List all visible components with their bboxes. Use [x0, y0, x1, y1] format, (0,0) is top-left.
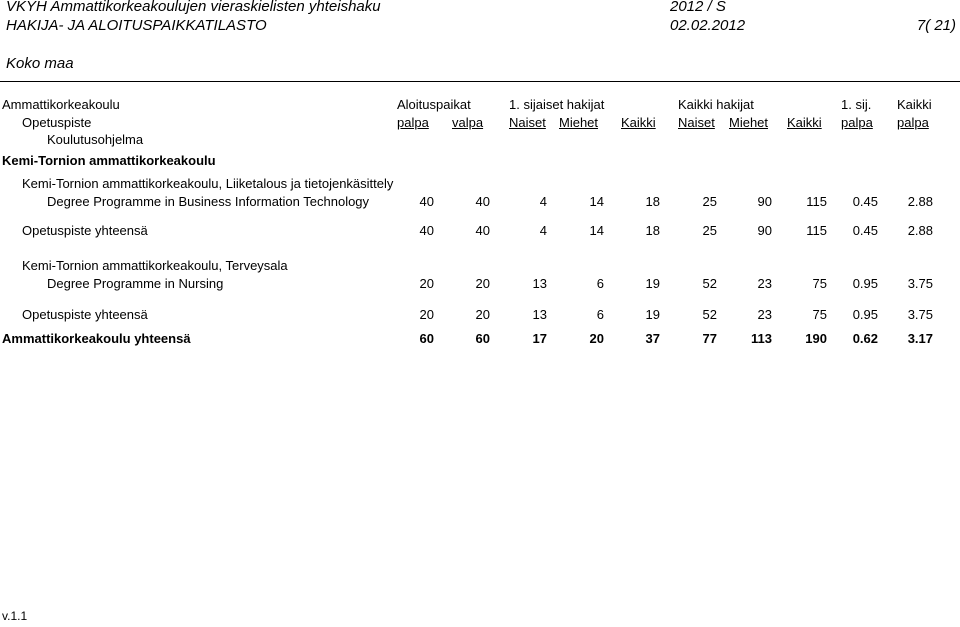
cell-aloitus-valpa: 40 — [475, 194, 490, 209]
cell-sij-kaikki: 18 — [645, 223, 660, 238]
col-palpa-2: palpa — [841, 115, 873, 130]
cell-aloitus-valpa: 20 — [475, 276, 490, 291]
col-miehet-2: Miehet — [729, 115, 769, 130]
col-kaikki-1: Kaikki — [621, 115, 656, 130]
cell-sij-miehet: 6 — [596, 276, 604, 291]
cell-sij-naiset: 13 — [532, 307, 547, 322]
col-naiset-2: Naiset — [678, 115, 715, 130]
col-miehet-1: Miehet — [559, 115, 599, 130]
region-label: Koko maa — [6, 55, 74, 72]
cell-kaikki-kaikki: 115 — [806, 223, 827, 238]
programme-name: Degree Programme in Nursing — [47, 276, 224, 291]
cell-sij-kaikki: 18 — [645, 194, 660, 209]
cell-sij-miehet: 14 — [589, 194, 604, 209]
cell-sij-palpa: 0.45 — [852, 223, 878, 238]
col-kaikki-hakijat: Kaikki hakijat — [678, 97, 754, 112]
cell-aloitus-palpa: 40 — [419, 223, 434, 238]
cell-kaikki-miehet: 23 — [757, 307, 772, 322]
cell-sij-kaikki: 37 — [645, 331, 660, 346]
cell-sij-naiset: 4 — [539, 194, 547, 209]
cell-kaikki-kaikki: 190 — [805, 331, 827, 346]
col-sij: 1. sij. — [841, 97, 872, 112]
cell-sij-miehet: 20 — [589, 331, 604, 346]
cell-kaikki-kaikki: 115 — [806, 194, 827, 209]
cell-aloitus-palpa: 20 — [419, 276, 434, 291]
cell-kaikki-kaikki: 75 — [812, 276, 827, 291]
cell-kaikki-palpa: 3.17 — [907, 331, 933, 346]
cell-aloitus-palpa: 20 — [419, 307, 434, 322]
cell-kaikki-miehet: 90 — [757, 194, 772, 209]
programme-name: Degree Programme in Business Information Technology — [47, 194, 370, 209]
report-term: 2012 / S — [670, 0, 726, 15]
cell-aloitus-palpa: 40 — [419, 194, 434, 209]
cell-kaikki-palpa: 3.75 — [907, 276, 933, 291]
cell-kaikki-naiset: 77 — [702, 331, 717, 346]
cell-sij-palpa: 0.45 — [852, 194, 878, 209]
col-palpa-3: palpa — [897, 115, 929, 130]
cell-kaikki-naiset: 25 — [702, 194, 717, 209]
unit-total-label: Opetuspiste yhteensä — [22, 307, 148, 322]
cell-kaikki-palpa: 3.75 — [907, 307, 933, 322]
col-ammattikorkeakoulu: Ammattikorkeakoulu — [2, 97, 120, 112]
unit-name: Kemi-Tornion ammattikorkeakoulu, Terveysala — [22, 258, 288, 273]
unit-total-label: Opetuspiste yhteensä — [22, 223, 148, 238]
col-koulutusohjelma: Koulutusohjelma — [47, 132, 144, 147]
school-name: Kemi-Tornion ammattikorkeakoulu — [2, 153, 216, 168]
cell-kaikki-miehet: 90 — [757, 223, 772, 238]
col-aloituspaikat: Aloituspaikat — [397, 97, 471, 112]
version-label: v.1.1 — [2, 609, 28, 623]
cell-sij-naiset: 17 — [532, 331, 547, 346]
cell-kaikki-kaikki: 75 — [812, 307, 827, 322]
page-number: 7( 21) — [916, 17, 956, 34]
cell-sij-naiset: 13 — [532, 276, 547, 291]
cell-sij-naiset: 4 — [539, 223, 547, 238]
col-kaikki: Kaikki — [897, 97, 932, 112]
report-date: 02.02.2012 — [670, 17, 746, 34]
cell-kaikki-miehet: 23 — [757, 276, 772, 291]
col-sijaiset-hakijat: 1. sijaiset hakijat — [509, 97, 605, 112]
cell-aloitus-palpa: 60 — [419, 331, 434, 346]
cell-kaikki-miehet: 113 — [751, 331, 772, 346]
unit-name: Kemi-Tornion ammattikorkeakoulu, Liiketalous ja tietojenkäsittely — [22, 176, 394, 191]
col-valpa: valpa — [452, 115, 484, 130]
cell-sij-miehet: 6 — [596, 307, 604, 322]
cell-kaikki-naiset: 52 — [702, 276, 717, 291]
cell-sij-miehet: 14 — [589, 223, 604, 238]
header-divider — [0, 81, 960, 82]
cell-sij-palpa: 0.62 — [852, 331, 878, 346]
cell-sij-kaikki: 19 — [645, 307, 660, 322]
cell-aloitus-valpa: 20 — [475, 307, 490, 322]
school-total-label: Ammattikorkeakoulu yhteensä — [2, 331, 191, 346]
cell-aloitus-valpa: 60 — [475, 331, 490, 346]
col-kaikki-2: Kaikki — [787, 115, 822, 130]
col-palpa: palpa — [397, 115, 429, 130]
report-subtitle: HAKIJA- JA ALOITUSPAIKKATILASTO — [6, 17, 267, 34]
report-title: VKYH Ammattikorkeakoulujen vieraskielisten yhteishaku — [6, 0, 381, 15]
col-naiset-1: Naiset — [509, 115, 546, 130]
cell-sij-palpa: 0.95 — [852, 276, 878, 291]
cell-kaikki-naiset: 25 — [702, 223, 717, 238]
cell-sij-kaikki: 19 — [645, 276, 660, 291]
cell-kaikki-palpa: 2.88 — [907, 223, 933, 238]
cell-aloitus-valpa: 40 — [475, 223, 490, 238]
cell-kaikki-naiset: 52 — [702, 307, 717, 322]
cell-sij-palpa: 0.95 — [852, 307, 878, 322]
col-opetuspiste: Opetuspiste — [22, 115, 92, 130]
cell-kaikki-palpa: 2.88 — [907, 194, 933, 209]
